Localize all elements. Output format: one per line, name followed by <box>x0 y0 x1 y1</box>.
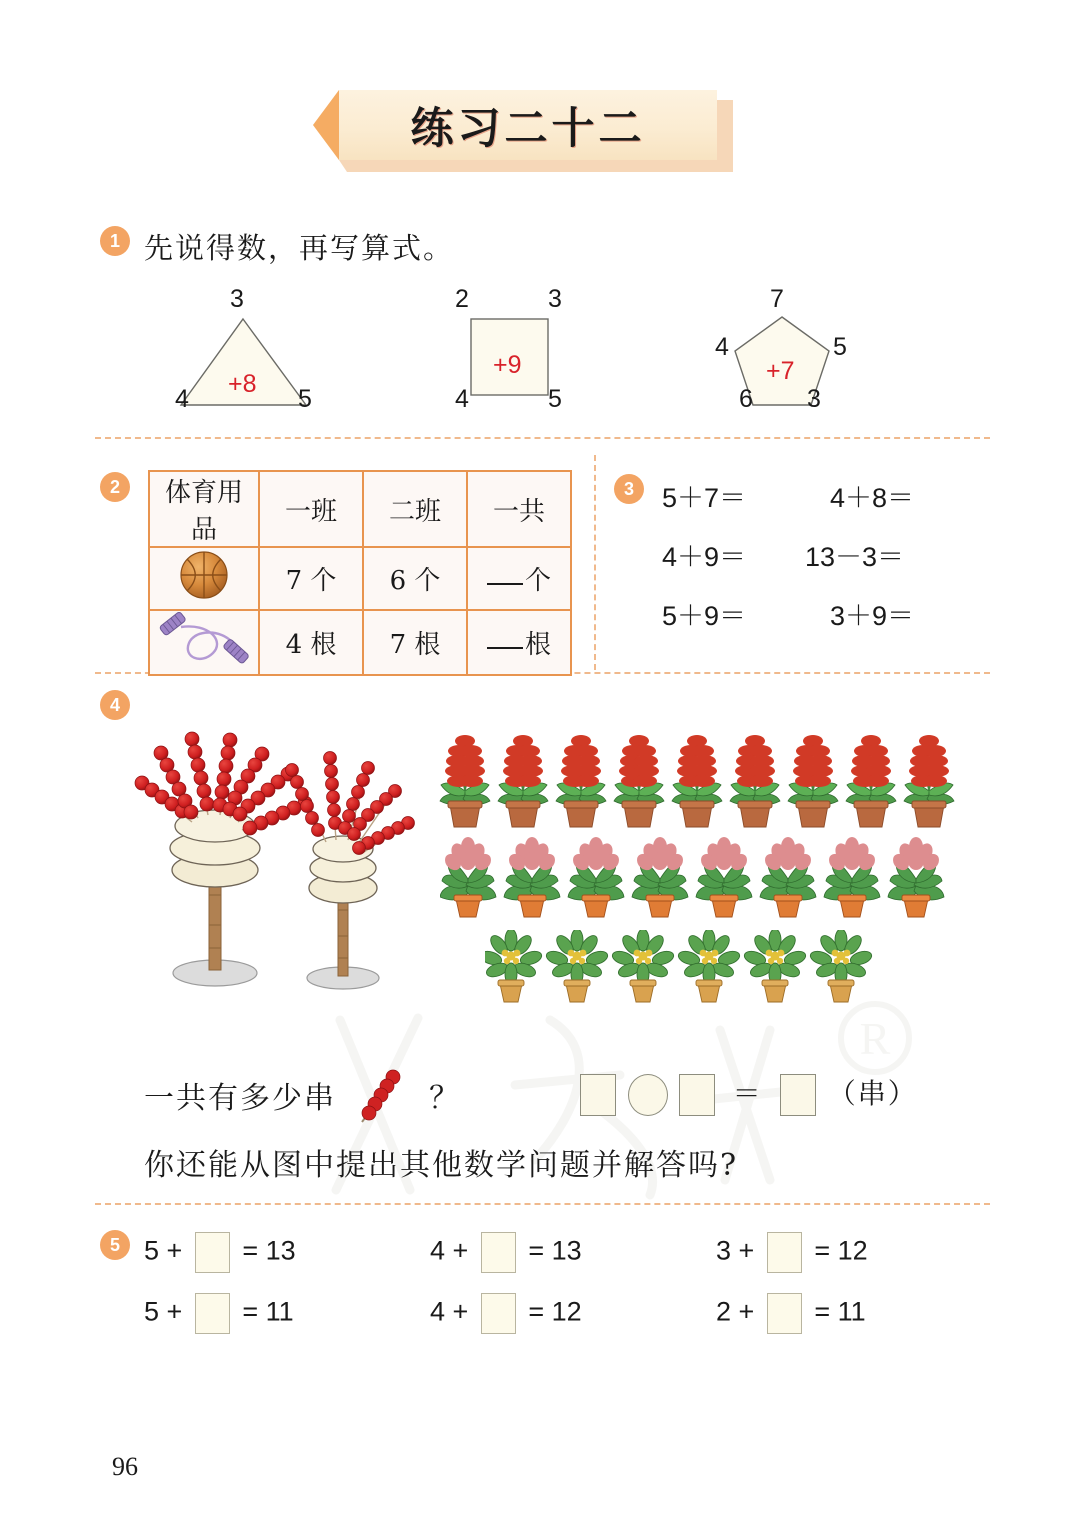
ex5-p2-right: = 13 <box>528 1235 582 1266</box>
right-candy-stand <box>286 752 415 990</box>
shape-pentagon-group <box>715 285 850 415</box>
basketball-class1-count: 7 个 <box>259 547 363 610</box>
ex5-p6-input[interactable] <box>767 1293 802 1334</box>
ex5-p5-input[interactable] <box>481 1293 516 1334</box>
jumprope-class2-count: 7 根 <box>363 610 467 675</box>
ex3-problem-4: 13－3＝ <box>805 542 905 572</box>
shape-triangle-group <box>175 285 320 415</box>
exercise-badge-4: 4 <box>100 690 130 720</box>
ex3-problem-5: 5＋9＝ <box>662 601 747 631</box>
jump-rope-icon <box>155 611 253 667</box>
triangle-operation: +8 <box>228 370 257 398</box>
answer-unit-label: （串） <box>827 1077 918 1110</box>
ex5-p4-input[interactable] <box>195 1293 230 1334</box>
answer-box-1[interactable] <box>580 1074 616 1116</box>
triangle-vertex-bottom-right: 5 <box>298 385 312 413</box>
exercise-badge-5: 5 <box>100 1230 130 1260</box>
square-vertex-top-right: 3 <box>548 285 562 313</box>
pentagon-vertex-right: 5 <box>833 333 847 361</box>
ex5-problem-4 <box>144 1293 294 1334</box>
ex5-p6-left: 2 + <box>716 1296 755 1327</box>
ex5-p2-left: 4 + <box>430 1235 469 1266</box>
pentagon-vertex-top: 7 <box>770 285 784 313</box>
exercise-badge-1: 1 <box>100 226 130 256</box>
ex5-p1-input[interactable] <box>195 1232 230 1273</box>
jumprope-total-blank <box>467 610 571 675</box>
pentagon-vertex-bottom-left: 6 <box>739 385 753 413</box>
square-operation: +9 <box>493 351 522 379</box>
ex5-p5-right: = 12 <box>528 1296 582 1327</box>
blank-underline <box>487 583 523 585</box>
ex5-problem-6 <box>716 1293 866 1334</box>
ex5-problem-1 <box>144 1232 296 1273</box>
triangle-vertex-bottom-left: 4 <box>175 385 189 413</box>
ex5-p3-left: 3 + <box>716 1235 755 1266</box>
square-vertex-top-left: 2 <box>455 285 469 313</box>
ex5-problem-2 <box>430 1232 582 1273</box>
exercise-badge-2: 2 <box>100 472 130 502</box>
answer-operator-circle[interactable] <box>628 1074 668 1116</box>
pentagon-operation: +7 <box>766 357 795 385</box>
ex5-p2-input[interactable] <box>481 1232 516 1273</box>
sports-equipment-table <box>148 470 572 676</box>
exercise-4-illustration <box>130 725 960 1015</box>
page-title-banner <box>313 90 733 172</box>
green-plant-row <box>485 930 885 1015</box>
table-row-jumprope <box>149 610 571 675</box>
basketball-total-unit: 个 <box>524 566 551 596</box>
answer-box-2[interactable] <box>679 1074 715 1116</box>
answer-equals-sign: ＝ <box>732 1078 763 1109</box>
ex5-p4-left: 5 + <box>144 1296 183 1327</box>
table-header-item: 体育用品 <box>149 471 259 547</box>
basketball-icon <box>176 548 232 602</box>
exercise-4-answer-template <box>580 1072 918 1116</box>
ex5-p1-left: 5 + <box>144 1235 183 1266</box>
answer-box-result[interactable] <box>780 1074 816 1116</box>
triangle-vertex-top: 3 <box>230 285 244 313</box>
pentagon-vertex-left: 4 <box>715 333 729 361</box>
page-title: 练习二十二 <box>410 103 646 154</box>
ex5-p4-right: = 11 <box>242 1296 294 1327</box>
table-header-class2: 二班 <box>363 471 467 547</box>
candy-skewer-inline-icon <box>348 1068 410 1126</box>
square-vertex-bottom-left: 4 <box>455 385 469 413</box>
divider-between-2-and-3 <box>594 455 596 670</box>
exercise-badge-3: 3 <box>614 474 644 504</box>
exercise-4-question-followup: 你还能从图中提出其他数学问题并解答吗? <box>144 1148 739 1183</box>
ex5-problem-5 <box>430 1293 582 1334</box>
pink-bromeliad-row <box>440 835 960 925</box>
ex5-p6-right: = 11 <box>814 1296 866 1327</box>
exercise-4-question-main <box>144 1068 461 1126</box>
divider-above-exercise-5 <box>95 1203 990 1205</box>
ex3-problem-3: 4＋9＝ <box>662 542 747 572</box>
ex5-p3-right: = 12 <box>814 1235 868 1266</box>
ex5-p1-right: = 13 <box>242 1235 296 1266</box>
ex5-problem-3 <box>716 1232 868 1273</box>
blank-underline <box>487 647 523 649</box>
red-salvia-row <box>438 733 958 833</box>
page-number: 96 <box>112 1452 138 1481</box>
exercise-1-prompt: 先说得数，再写算式。 <box>144 231 455 265</box>
shape-square-group <box>455 285 565 415</box>
jumprope-cell <box>149 610 259 675</box>
table-header-row <box>149 471 571 547</box>
table-header-class1: 一班 <box>259 471 363 547</box>
ex3-problem-1: 5＋7＝ <box>662 483 747 513</box>
pentagon-vertex-bottom-right: 3 <box>807 385 821 413</box>
jumprope-class1-count: 4 根 <box>259 610 363 675</box>
ex5-p5-left: 4 + <box>430 1296 469 1327</box>
table-header-total: 一共 <box>467 471 571 547</box>
square-vertex-bottom-right: 5 <box>548 385 562 413</box>
divider-above-exercise-2 <box>95 437 990 439</box>
basketball-total-blank <box>467 547 571 610</box>
basketball-class2-count: 6 个 <box>363 547 467 610</box>
ex5-p3-input[interactable] <box>767 1232 802 1273</box>
jumprope-total-unit: 根 <box>524 630 551 660</box>
question-main-text: 一共有多少串 <box>144 1081 336 1116</box>
ex3-problem-6: 3＋9＝ <box>830 601 915 631</box>
table-row-basketball <box>149 547 571 610</box>
question-mark: ？ <box>429 1081 462 1116</box>
ex3-problem-2: 4＋8＝ <box>830 483 915 513</box>
candy-skewer-stands <box>130 730 420 1005</box>
basketball-cell <box>149 547 259 610</box>
svg-text:R: R <box>859 1013 891 1064</box>
